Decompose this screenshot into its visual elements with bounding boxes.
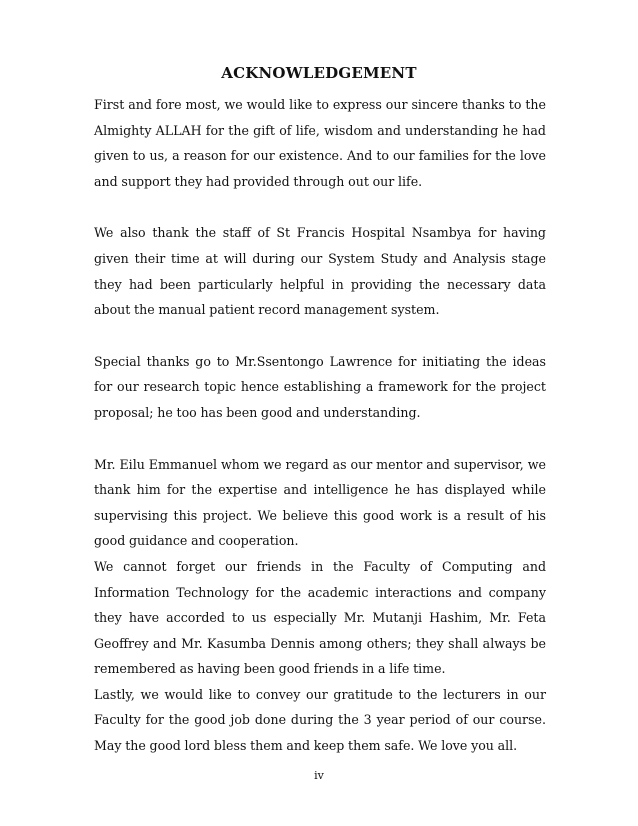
paragraph-ssentongo: Special thanks go to Mr.Ssentongo Lawrence for initiating the ideas for our research topic hence establishing a framework for the project proposal; he too has been good and understanding.	[94, 353, 546, 420]
paragraph-lecturers: Lastly, we would like to convey our gratitude to the lecturers in our Faculty for the good job done during the 3 year period of our course. May the good lord bless them and keep them safe. We love you all.	[94, 686, 546, 754]
acknowledgement-body	[94, 92, 546, 759]
paragraph-hospital-staff: We also thank the staff of St Francis Hospital Nsambya for having given their time at will during our System Study and Analysis stage they had been particularly helpful in providing the necessary data about the manual patient record management system.	[94, 225, 546, 318]
paragraph-thanks-allah: First and fore most, we would like to express our sincere thanks to the Almighty ALLAH for the gift of life, wisdom and understanding he had given to us, a reason for our existence. And to our families for the love and support they had provided through out our life.	[94, 97, 546, 189]
page-title: ACKNOWLEDGEMENT	[221, 64, 417, 82]
paragraph-friends: We cannot forget our friends in the Faculty of Computing and Information Technology for the academic interactions and company they have accorded to us especially Mr. Mutanji Hashim, Mr. Feta Geoffrey and Mr. Kasumba Dennis among others; they shall always be remembered as having been good friends in a life time.	[94, 558, 546, 677]
paragraph-supervisor: Mr. Eilu Emmanuel whom we regard as our mentor and supervisor, we thank him for the expertise and intelligence he has displayed while supervising this project. We believe this good work is a result of his good guidance and cooperation.	[94, 456, 546, 549]
page-number: iv	[314, 769, 324, 782]
